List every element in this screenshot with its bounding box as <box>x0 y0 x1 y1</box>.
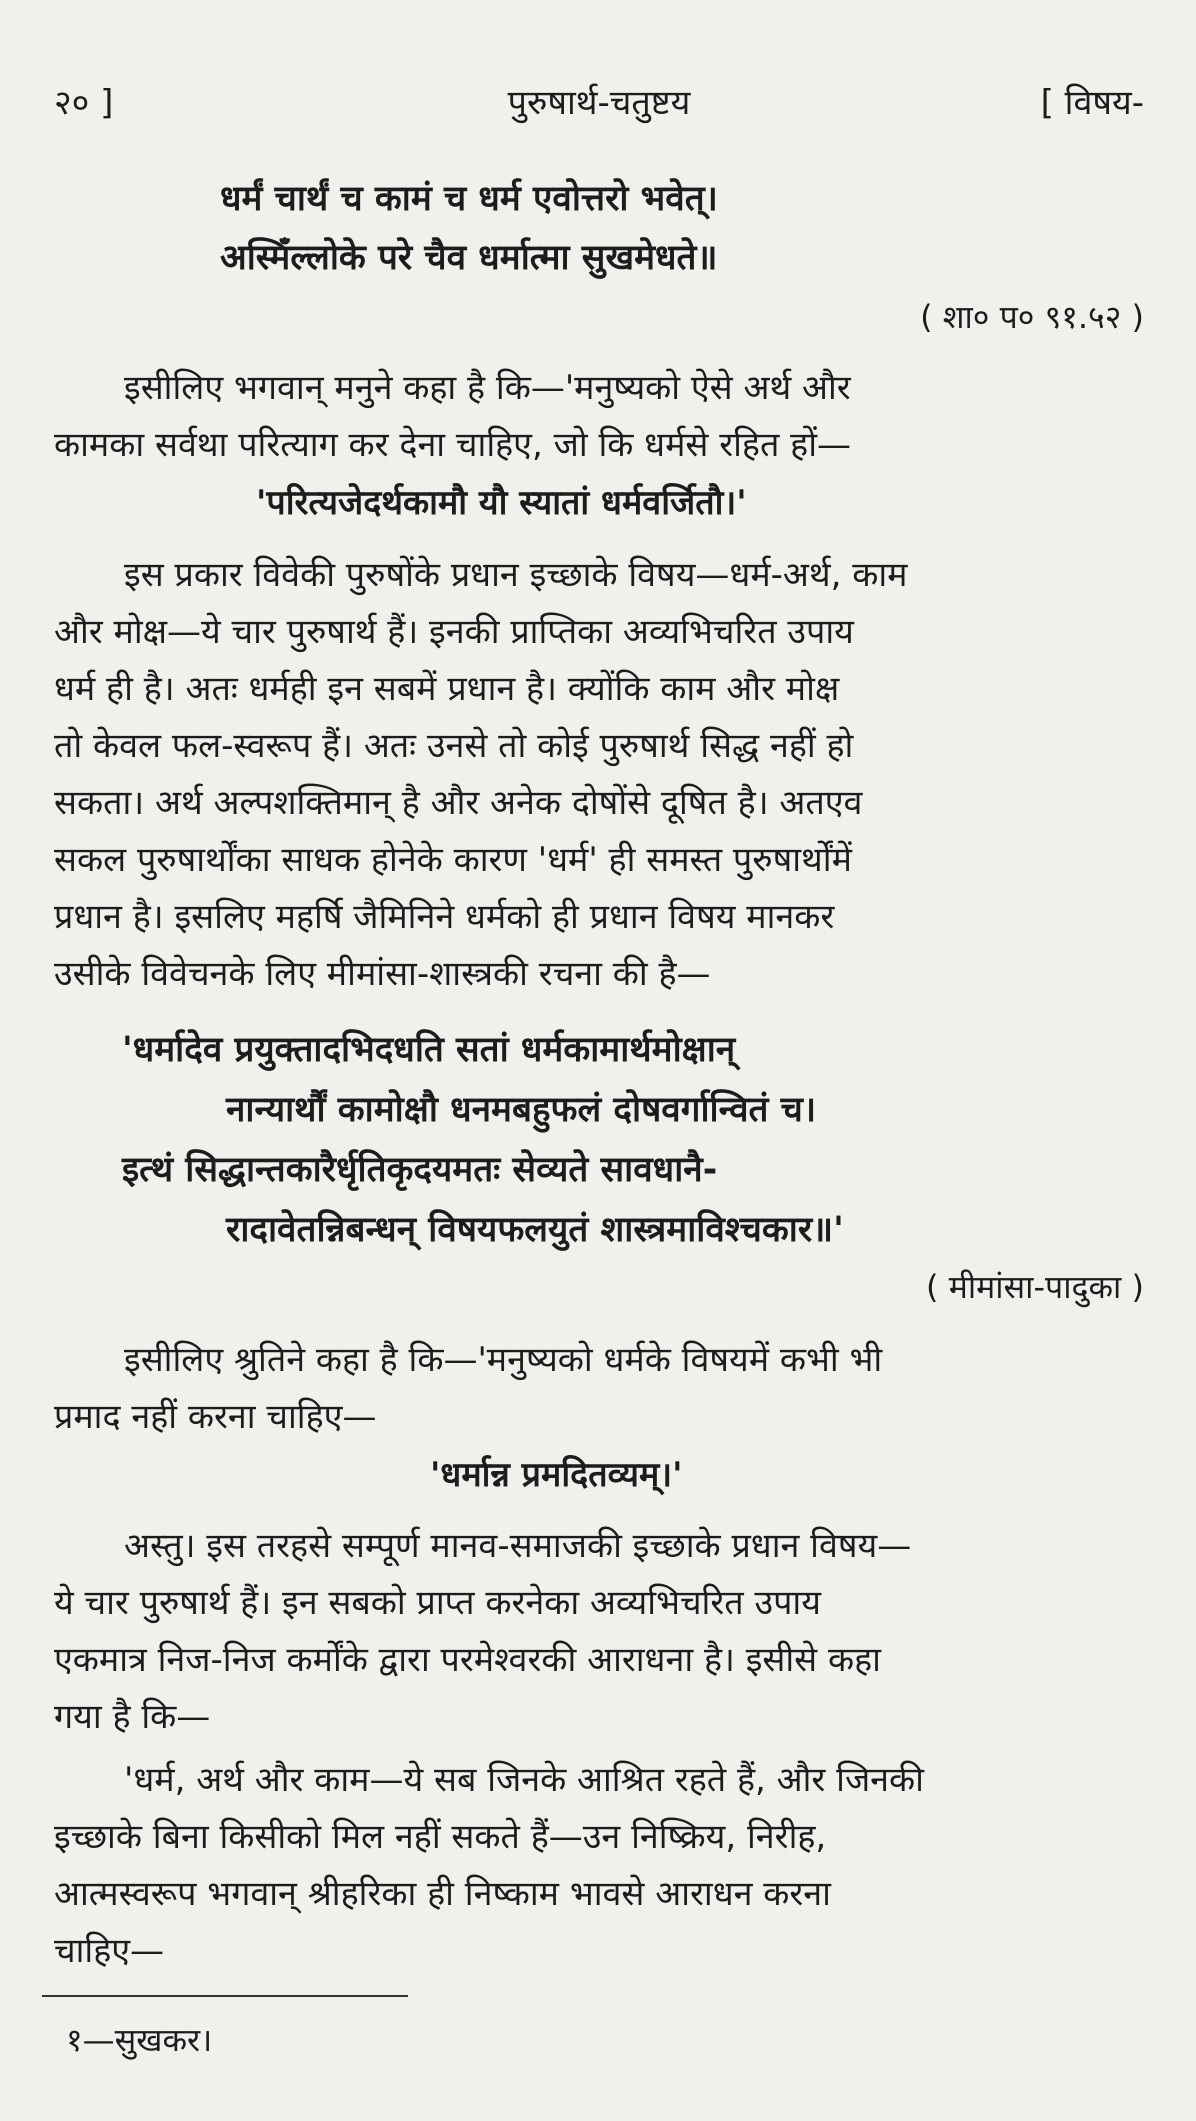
text-line: सकता। अर्थ अल्पशक्तिमान् है और अनेक दोषोंसे दूषित है। अतएव <box>54 783 863 823</box>
text-line: इसीलिए श्रुतिने कहा है कि—'मनुष्यको धर्मके विषयमें कभी भी <box>124 1340 883 1380</box>
text-line: कामका सर्वथा परित्याग कर देना चाहिए, जो कि धर्मसे रहित हों— <box>54 425 852 465</box>
verse-line: इत्थं सिद्धान्तकारैर्धृतिकृदयमतः सेव्यते सावधानै- <box>122 1150 718 1190</box>
paragraph-1 <box>54 360 1144 474</box>
text-line: अस्तु। इस तरहसे सम्पूर्ण मानव-समाजकी इच्छाके प्रधान विषय— <box>124 1526 912 1566</box>
text-line: ये चार पुरुषार्थ हैं। इन सबको प्राप्त करनेका अव्यभिचरित उपाय <box>54 1583 821 1623</box>
paragraph-2 <box>54 547 1144 1003</box>
verse-line: अस्मिँल्लोके परे चैव धर्मात्मा सुखमेधते॥ <box>220 238 718 278</box>
paragraph-3 <box>54 1332 1144 1446</box>
text-line: प्रधान है। इसलिए महर्षि जैमिनिने धर्मको ही प्रधान विषय मानकर <box>54 897 835 937</box>
text-line: और मोक्ष—ये चार पुरुषार्थ हैं। इनकी प्राप्तिका अव्यभिचरित उपाय <box>54 612 854 652</box>
text-line: उसीके विवेचनके लिए मीमांसा-शास्त्रकी रचना की है— <box>54 954 711 994</box>
shruti-quote: 'धर्मान्न प्रमदितव्यम्।' <box>430 1455 683 1495</box>
page-number: २० ] <box>54 83 114 123</box>
text-line: एकमात्र निज-निज कर्मोंके द्वारा परमेश्वरकी आराधना है। इसीसे कहा <box>54 1640 881 1680</box>
text-line: धर्म ही है। अतः धर्मही इन सबमें प्रधान है। क्योंकि काम और मोक्ष <box>54 669 840 709</box>
text-line: आत्मस्वरूप भगवान् श्रीहरिका ही निष्काम भावसे आराधन करना <box>54 1874 831 1914</box>
verse-1-reference: ( शा० प० ९१.५२ ) <box>920 298 1144 336</box>
verse-line: नान्यार्थौं कामोक्षौ धनमबहुफलं दोषवर्गान्वितं च। <box>226 1090 817 1130</box>
paragraph-4 <box>54 1518 1144 1746</box>
text-line: प्रमाद नहीं करना चाहिए— <box>54 1397 377 1437</box>
sanskrit-verse-1 <box>54 170 1144 288</box>
text-line: 'धर्म, अर्थ और काम—ये सब जिनके आश्रित रहते हैं, और जिनकी <box>124 1760 924 1800</box>
text-line: इच्छाके बिना किसीको मिल नहीं सकते हैं—उन निष्क्रिय, निरीह, <box>54 1817 827 1857</box>
text-line: इस प्रकार विवेकी पुरुषोंके प्रधान इच्छाके विषय—धर्म-अर्थ, काम <box>124 555 908 595</box>
text-line: गया है कि— <box>54 1697 211 1737</box>
verse-line: 'धर्मादेव प्रयुक्तादभिदधति सतां धर्मकामार्थमोक्षान् <box>122 1030 736 1070</box>
footnote-divider <box>42 1995 408 1997</box>
section-marker: [ विषय- <box>1040 83 1144 123</box>
text-line: सकल पुरुषार्थोंका साधक होनेके कारण 'धर्म' ही समस्त पुरुषार्थोंमें <box>54 840 852 880</box>
manu-quote: 'परित्यजेदर्थकामौ यौ स्यातां धर्मवर्जितौ।' <box>256 483 747 523</box>
verse-2-reference: ( मीमांसा-पादुका ) <box>926 1268 1144 1306</box>
paragraph-5 <box>54 1752 1144 1980</box>
sanskrit-verse-2 <box>54 1020 1144 1260</box>
text-line: तो केवल फल-स्वरूप हैं। अतः उनसे तो कोई पुरुषार्थ सिद्ध नहीं हो <box>54 726 854 766</box>
verse-line: धर्मं चार्थं च कामं च धर्म एवोत्तरो भवेत्। <box>220 179 718 219</box>
text-line: चाहिए— <box>54 1931 165 1971</box>
verse-line: रादावेतन्निबन्धन् विषयफलयुतं शास्त्रमाविश्चकार॥' <box>226 1210 844 1250</box>
page-header <box>54 78 1144 122</box>
footnote: १—सुखकर। <box>66 2021 213 2059</box>
running-title: पुरुषार्थ-चतुष्टय <box>507 83 691 123</box>
text-line: इसीलिए भगवान् मनुने कहा है कि—'मनुष्यको ऐसे अर्थ और <box>124 368 851 408</box>
